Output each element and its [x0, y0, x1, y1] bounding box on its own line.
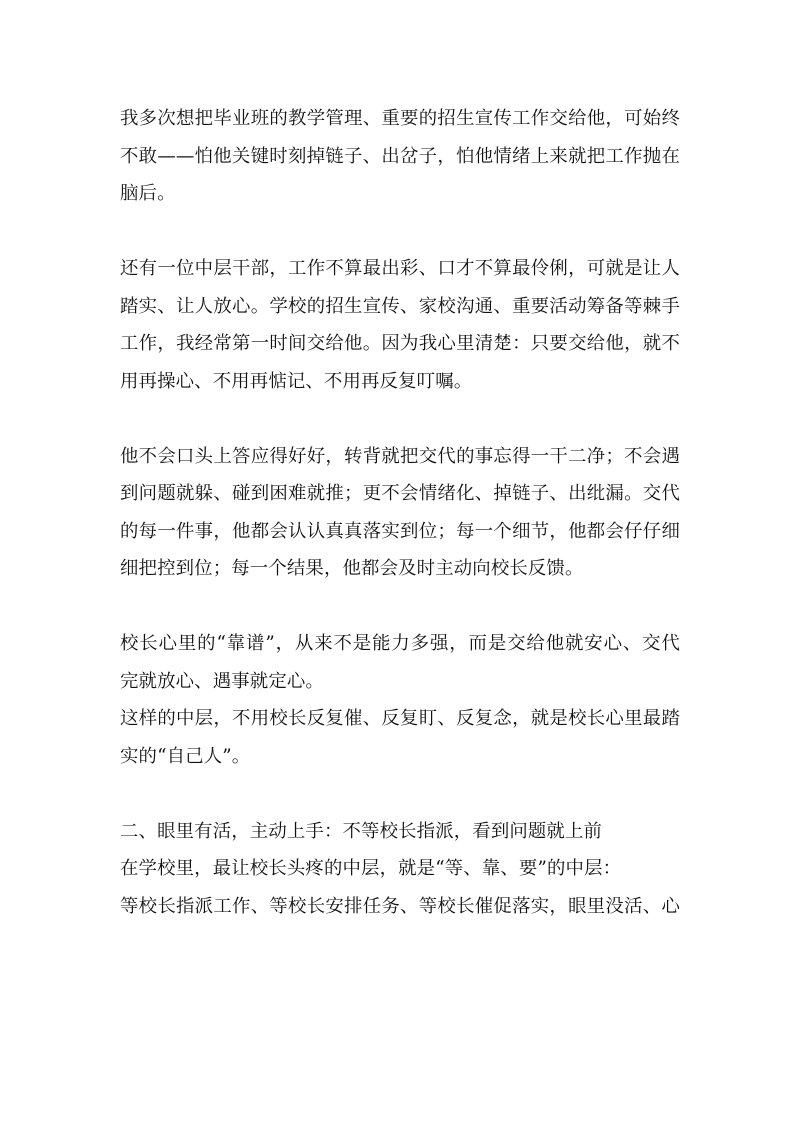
text-line: 的每一件事，他都会认认真真落实到位；每一个细节，他都会仔仔细: [120, 520, 680, 542]
text-line: 用再操心、不用再惦记、不用再反复叮嘱。: [120, 370, 473, 392]
text-line: 不敢——怕他关键时刻掉链子、出岔子，怕他情绪上来就把工作抛在: [120, 145, 680, 167]
text-line: 实的“自己人”。: [120, 745, 251, 767]
text-line: 我多次想把毕业班的教学管理、重要的招生宣传工作交给他，可始终: [120, 108, 680, 129]
text-line: 到问题就躲、碰到困难就推；更不会情绪化、掉链子、出纰漏。交代: [120, 483, 680, 504]
paragraph-graduating-class: [120, 100, 680, 213]
paragraph-own-person: [120, 700, 680, 775]
text-line: 细把控到位；每一个结果，他都会及时主动向校长反馈。: [120, 558, 584, 579]
text-line: 二、眼里有活，主动上手：不等校长指派，看到问题就上前: [120, 820, 603, 842]
text-line: 在学校里，最让校长头疼的中层，就是“等、靠、要”的中层：: [120, 858, 622, 879]
text-line: 校长心里的“靠谱”，从来不是能力多强，而是交给他就安心、交代: [120, 633, 680, 654]
paragraph-wait-rely-ask: [120, 850, 680, 888]
section-heading-two: [120, 813, 680, 851]
text-line: 脑后。: [120, 183, 176, 204]
text-line: 工作，我经常第一时间交给他。因为我心里清楚：只要交给他，就不: [120, 333, 680, 354]
text-line: 踏实、让人放心。学校的招生宣传、家校沟通、重要活动筹备等棘手: [120, 295, 680, 317]
paragraph-waiting-for-orders: [120, 888, 680, 926]
text-line: 等校长指派工作、等校长安排任务、等校长催促落实，眼里没活、心: [120, 895, 680, 917]
text-line: 完就放心、遇事就定心。: [120, 670, 324, 692]
text-line: 他不会口头上答应得好好，转背就把交代的事忘得一干二净；不会遇: [120, 445, 680, 467]
paragraph-follow-through: [120, 438, 680, 588]
document-body: [120, 100, 680, 925]
text-line: 还有一位中层干部，工作不算最出彩、口才不算最伶俐，可就是让人: [120, 258, 680, 279]
paragraph-reliable-definition: [120, 625, 680, 700]
text-line: 这样的中层，不用校长反复催、反复盯、反复念，就是校长心里最踏: [120, 708, 680, 729]
paragraph-reliable-cadre: [120, 250, 680, 400]
